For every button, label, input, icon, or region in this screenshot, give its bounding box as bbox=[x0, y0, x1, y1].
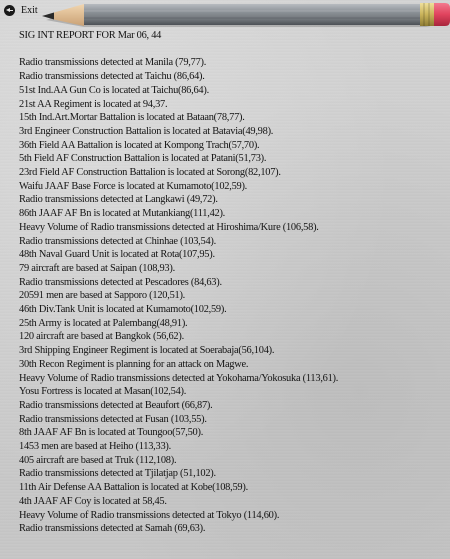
report-line: Radio transmissions detected at Fusan (103,55). bbox=[19, 413, 207, 425]
report-line: 405 aircraft are based at Truk (112,108). bbox=[19, 454, 177, 466]
report-line: 1453 men are based at Heiho (113,33). bbox=[19, 441, 171, 453]
report-line: Yosu Fortress is located at Masan(102,54). bbox=[19, 386, 187, 398]
report-line: 5th Field AF Construction Battalion is located at Patani(51,73). bbox=[19, 153, 267, 165]
report-lines bbox=[19, 56, 444, 536]
report-line: 48th Naval Guard Unit is located at Rota(107,95). bbox=[19, 249, 215, 261]
report-line: Waifu JAAF Base Force is located at Kumamoto(102,59). bbox=[19, 180, 248, 192]
report-line: Radio transmissions detected at Samah (69,63). bbox=[19, 523, 206, 535]
report-line: 30th Recon Regiment is planning for an attack on Magwe. bbox=[19, 358, 249, 370]
report-line: 25th Army is located at Palembang(48,91). bbox=[19, 317, 188, 329]
report-line: 79 aircraft are based at Saipan (108,93). bbox=[19, 262, 175, 274]
report-line: 20591 men are based at Sapporo (120,51). bbox=[19, 290, 186, 302]
report-line: 3rd Shipping Engineer Regiment is located at Soerabaja(56,104). bbox=[19, 345, 275, 357]
report-line: 21st AA Regiment is located at 94,37. bbox=[19, 98, 168, 110]
report-line: Radio transmissions detected at Pescadores (84,63). bbox=[19, 276, 222, 288]
sigint-report bbox=[19, 29, 444, 536]
report-line: Heavy Volume of Radio transmissions detected at Hiroshima/Kure (106,58). bbox=[19, 221, 319, 233]
report-line: Heavy Volume of Radio transmissions detected at Tokyo (114,60). bbox=[19, 509, 280, 521]
exit-button[interactable] bbox=[4, 3, 38, 17]
report-line: 120 aircraft are based at Bangkok (56,62). bbox=[19, 331, 184, 343]
report-line: Radio transmissions detected at Chinhae (103,54). bbox=[19, 235, 216, 247]
report-line: 86th JAAF AF Bn is located at Mutankiang(111,42). bbox=[19, 208, 226, 220]
report-line: Radio transmissions detected at Tjilatjap (51,102). bbox=[19, 468, 216, 480]
report-line: 4th JAAF AF Coy is located at 58,45. bbox=[19, 495, 167, 507]
report-line: Radio transmissions detected at Langkawi (49,72). bbox=[19, 194, 218, 206]
report-line: 3rd Engineer Construction Battalion is located at Batavia(49,98). bbox=[19, 125, 274, 137]
report-line: 51st Ind.AA Gun Co is located at Taichu(86,64). bbox=[19, 84, 209, 96]
report-line: 23rd Field AF Construction Battalion is located at Sorong(82,107). bbox=[19, 167, 281, 179]
report-line: Radio transmissions detected at Beaufort (66,87). bbox=[19, 399, 213, 411]
report-line: 8th JAAF AF Bn is located at Toungoo(57,50). bbox=[19, 427, 204, 439]
report-line: Heavy Volume of Radio transmissions detected at Yokohama/Yokosuka (113,61). bbox=[19, 372, 339, 384]
exit-arrow-icon bbox=[4, 5, 15, 16]
report-line: Radio transmissions detected at Taichu (86,64). bbox=[19, 71, 205, 83]
report-line: 11th Air Defense AA Battalion is located at Kobe(108,59). bbox=[19, 482, 248, 494]
exit-label: Exit bbox=[21, 4, 38, 16]
report-line: 36th Field AA Battalion is located at Kompong Trach(57,70). bbox=[19, 139, 260, 151]
pencil-icon bbox=[40, 0, 450, 28]
report-line: 46th Div.Tank Unit is located at Kumamoto(102,59). bbox=[19, 304, 227, 316]
report-title: SIG INT REPORT FOR Mar 06, 44 bbox=[19, 30, 162, 41]
report-line: Radio transmissions detected at Manila (79,77). bbox=[19, 57, 207, 69]
report-line: 15th Ind.Art.Mortar Battalion is located at Bataan(78,77). bbox=[19, 112, 245, 124]
